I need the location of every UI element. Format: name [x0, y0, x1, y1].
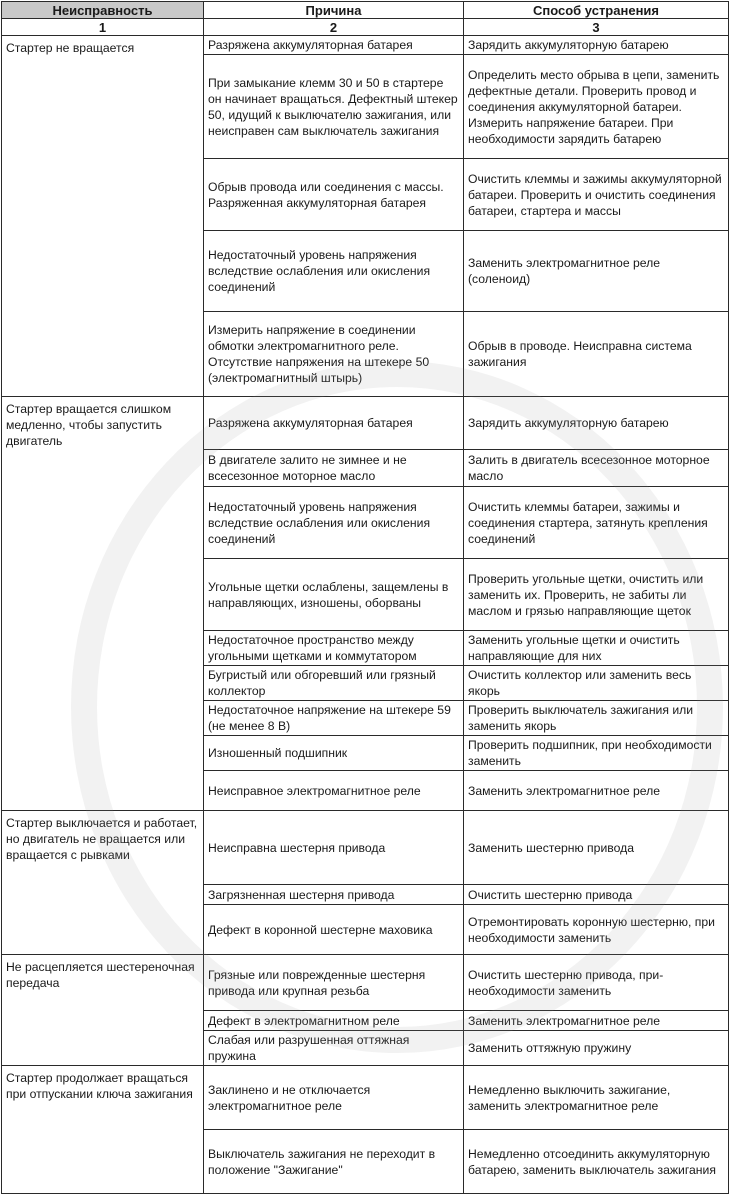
cause-cell: Изношенный подшипник [204, 736, 464, 771]
fault-cell: Стартер вращается слишком медленно, чтобы запустить двигатель [2, 397, 204, 811]
remedy-cell: Заменить электромагнитное реле [464, 771, 729, 811]
troubleshooting-table [1, 1, 729, 1194]
cause-cell: В двигателе залито не зимнее и не всесезонное моторное масло [204, 450, 464, 487]
table-row [2, 955, 729, 1011]
fault-cell: Не расцепляется шестереночная передача [2, 955, 204, 1066]
fault-cell: Стартер не вращается [2, 36, 204, 397]
fault-cell: Стартер продолжает вращаться при отпускании ключа зажигания [2, 1066, 204, 1194]
remedy-cell: Очистить шестерню привода [464, 885, 729, 905]
cause-cell: Недостаточный уровень напряжения вследствие ослабления или окисления соединений [204, 487, 464, 559]
remedy-cell: Залить в двигатель всесезонное моторное масло [464, 450, 729, 487]
cause-cell: Бугристый или обгоревший или грязный коллектор [204, 666, 464, 701]
cause-cell: При замыкание клемм 30 и 50 в стартере он начинает вращаться. Дефектный штекер 50, идущий к выключателю зажигания, или неисправен сам выключатель зажигания [204, 55, 464, 159]
fault-table-sheet [1, 1, 728, 1177]
table-body [2, 36, 729, 1194]
cause-cell: Угольные щетки ослаблены, защемлены в направляющих, изношены, оборваны [204, 559, 464, 631]
column-number-1: 1 [2, 19, 204, 36]
remedy-cell: Очистить клеммы и зажимы аккумуляторной батареи. Проверить и очистить соединения батареи, стартера и массы [464, 159, 729, 231]
remedy-cell: Определить место обрыва в цепи, заменить дефектные детали. Проверить провод и соединения аккумуляторной батареи. Измерить напряжение батареи. При необходимости зарядить батарею [464, 55, 729, 159]
remedy-cell: Заменить угольные щетки и очистить направляющие для них [464, 631, 729, 666]
cause-cell: Заклинено и не отключается электромагнитное реле [204, 1066, 464, 1130]
remedy-cell: Зарядить аккумуляторную батарею [464, 397, 729, 450]
remedy-cell: Отремонтировать коронную шестерню, при необходимости заменить [464, 905, 729, 955]
cause-cell: Недостаточное пространство между угольными щетками и коммутатором [204, 631, 464, 666]
remedy-cell: Очистить клеммы батареи, зажимы и соединения стартера, затянуть крепления соединений [464, 487, 729, 559]
cause-cell: Загрязненная шестерня привода [204, 885, 464, 905]
remedy-cell: Немедленно отсоединить аккумуляторную батарею, заменить выключатель зажигания [464, 1130, 729, 1194]
cause-cell: Измерить напряжение в соединении обмотки электромагнитного реле. Отсутствие напряжения на штекере 50 (электромагнитный штырь) [204, 312, 464, 397]
cause-cell: Дефект в электромагнитном реле [204, 1011, 464, 1031]
remedy-cell: Обрыв в проводе. Неисправна система зажигания [464, 312, 729, 397]
remedy-cell: Проверить выключатель зажигания или заменить якорь [464, 701, 729, 736]
remedy-cell: Проверить подшипник, при необходимости заменить [464, 736, 729, 771]
remedy-cell: Заменить электромагнитное реле (соленоид) [464, 231, 729, 312]
table-row [2, 811, 729, 885]
remedy-cell: Очистить шестерню привода, при-необходимости заменить [464, 955, 729, 1011]
header-remedy: Способ устранения [464, 2, 729, 19]
cause-cell: Разряжена аккумуляторная батарея [204, 36, 464, 55]
cause-cell: Обрыв провода или соединения с массы. Разряженная аккумуляторная батарея [204, 159, 464, 231]
column-number-3: 3 [464, 19, 729, 36]
cause-cell: Дефект в коронной шестерне маховика [204, 905, 464, 955]
cause-cell: Неисправное электромагнитное реле [204, 771, 464, 811]
cause-cell: Грязные или поврежденные шестерня привода или крупная резьба [204, 955, 464, 1011]
cause-cell: Слабая или разрушенная оттяжная пружина [204, 1031, 464, 1066]
remedy-cell: Заменить оттяжную пружину [464, 1031, 729, 1066]
remedy-cell: Зарядить аккумуляторную батарею [464, 36, 729, 55]
header-cause: Причина [204, 2, 464, 19]
fault-cell: Стартер выключается и работает, но двигатель не вращается или вращается с рывками [2, 811, 204, 955]
cause-cell: Недостаточное напряжение на штекере 59 (не менее 8 В) [204, 701, 464, 736]
header-fault: Неисправность [2, 2, 204, 19]
cause-cell: Неисправна шестерня привода [204, 811, 464, 885]
remedy-cell: Немедленно выключить зажигание, заменить электромагнитное реле [464, 1066, 729, 1130]
remedy-cell: Проверить угольные щетки, очистить или заменить их. Проверить, не забиты ли маслом и грязью направляющие щеток [464, 559, 729, 631]
remedy-cell: Заменить шестерню привода [464, 811, 729, 885]
cause-cell: Недостаточный уровень напряжения вследствие ослабления или окисления соединений [204, 231, 464, 312]
cause-cell: Выключатель зажигания не переходит в положение "Зажигание" [204, 1130, 464, 1194]
table-row [2, 1066, 729, 1130]
cause-cell: Разряжена аккумуляторная батарея [204, 397, 464, 450]
remedy-cell: Очистить коллектор или заменить весь якорь [464, 666, 729, 701]
remedy-cell: Заменить электромагнитное реле [464, 1011, 729, 1031]
column-number-2: 2 [204, 19, 464, 36]
table-row [2, 397, 729, 450]
table-row [2, 36, 729, 55]
